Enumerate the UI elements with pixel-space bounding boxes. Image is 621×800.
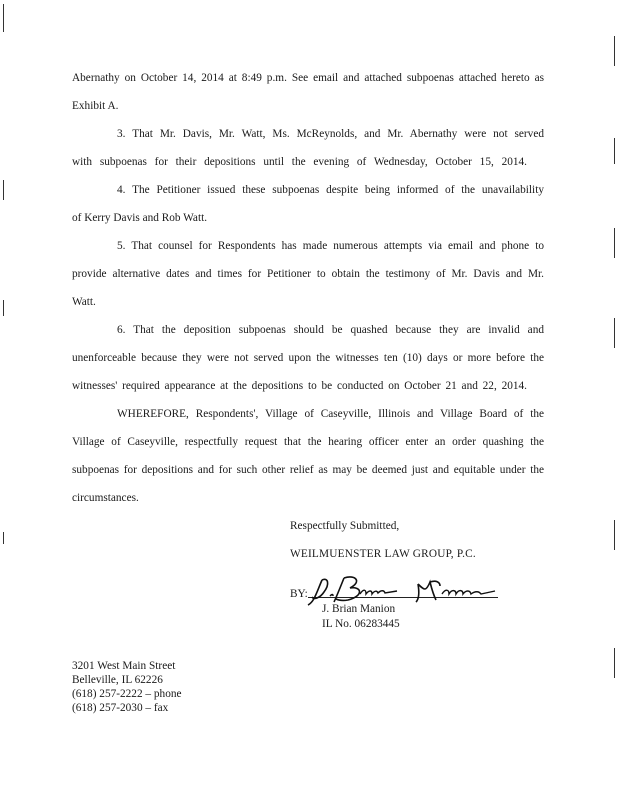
scan-mark-left-top <box>3 4 4 32</box>
paragraph-5-line-2: provide alternative dates and times for Petitioner to obtain the testimony of Mr. Davis and Mr. <box>72 268 544 280</box>
paragraph-3-line-2: with subpoenas for their depositions until the evening of Wednesday, October 15, 2014. <box>72 156 527 168</box>
scan-mark-right-4 <box>614 318 615 348</box>
bar-number: IL No. 06283445 <box>322 618 400 630</box>
address-street: 3201 West Main Street <box>72 660 176 672</box>
closing-text: Respectfully Submitted, <box>290 520 400 532</box>
body-line-2: Exhibit A. <box>72 100 119 112</box>
scan-mark-right-6 <box>614 648 615 678</box>
paragraph-6-line-1: 6. That the deposition subpoenas should be quashed because they are invalid and <box>117 324 544 336</box>
body-line-1: Abernathy on October 14, 2014 at 8:49 p.m. See email and attached subpoenas attached hereto as <box>72 72 544 84</box>
paragraph-4-line-1: 4. The Petitioner issued these subpoenas despite being informed of the unavailability <box>117 184 544 196</box>
paragraph-3-line-1: 3. That Mr. Davis, Mr. Watt, Ms. McReynolds, and Mr. Abernathy were not served <box>117 128 544 140</box>
paragraph-6-line-3: witnesses' required appearance at the depositions to be conducted on October 21 and 22, 2014. <box>72 380 527 392</box>
scan-mark-right-3 <box>614 228 615 258</box>
scan-mark-left-low <box>3 300 4 316</box>
paragraph-4-line-2: of Kerry Davis and Rob Watt. <box>72 212 208 224</box>
firm-name: WEILMUENSTER LAW GROUP, P.C. <box>290 548 476 560</box>
wherefore-line-2: Village of Caseyville, respectfully request that the hearing officer enter an order quashing the <box>72 436 544 448</box>
scan-mark-right-5 <box>614 520 615 550</box>
scan-mark-right-1 <box>614 36 615 66</box>
wherefore-line-1: WHEREFORE, Respondents', Village of Caseyville, Illinois and Village Board of the <box>117 408 544 420</box>
address-phone: (618) 257-2222 – phone <box>72 688 182 700</box>
wherefore-line-4: circumstances. <box>72 492 139 504</box>
scan-mark-right-2 <box>614 138 615 164</box>
paragraph-6-line-2: unenforceable because they were not served upon the witnesses ten (10) days or more before the <box>72 352 544 364</box>
by-label: BY: <box>290 588 308 600</box>
address-fax: (618) 257-2030 – fax <box>72 702 169 714</box>
paragraph-5-line-1: 5. That counsel for Respondents has made numerous attempts via email and phone to <box>117 240 544 252</box>
scan-mark-left-bottom <box>3 532 4 544</box>
paragraph-5-line-3: Watt. <box>72 296 96 308</box>
signer-name: J. Brian Manion <box>322 603 396 615</box>
scan-mark-left-mid <box>3 180 4 200</box>
address-city: Belleville, IL 62226 <box>72 674 163 686</box>
wherefore-line-3: subpoenas for depositions and for such other relief as may be deemed just and equitable under the <box>72 464 544 476</box>
